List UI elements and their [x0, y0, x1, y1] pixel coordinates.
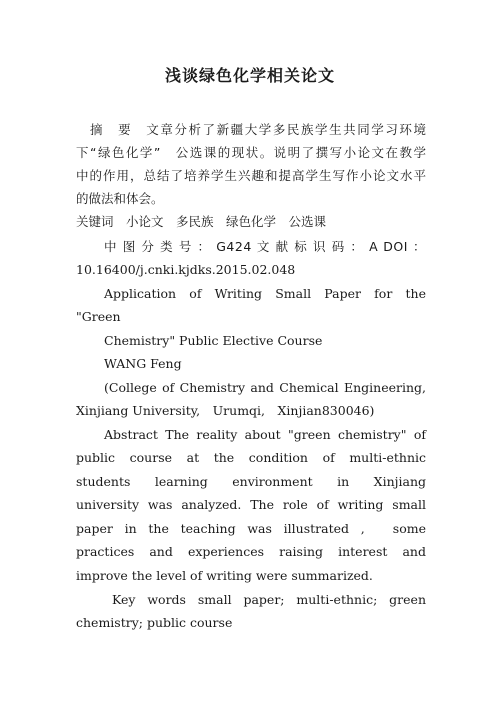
abstract-en-line-6: practices and experiences raising interest and — [76, 544, 426, 559]
abstract-cn-line-3: 中的作用，总结了培养学生兴趣和提高学生写作小论文水平 — [76, 168, 426, 183]
abstract-en-line-4: university was analyzed. The role of writing small — [76, 497, 426, 512]
abstract-cn-line-2: 下“绿色化学” 公选课的现状。说明了撰写小论文在教学 — [76, 145, 426, 160]
english-title-line-1: Application of Writing Small Paper for the — [104, 286, 426, 301]
abstract-en-line-5: paper in the teaching was illustrated , some — [76, 521, 426, 536]
classification-line-1: 中 图 分 类 号 ： G424 文 献 标 识 码 ： A DOI ： — [104, 239, 426, 254]
keywords-cn: 关键词 小论文 多民族 绿色化学 公选课 — [76, 214, 327, 229]
english-title-line-3: Chemistry" Public Elective Course — [104, 333, 323, 348]
affiliation-line-2: Xinjiang University, Urumqi, Xinjian830046) — [76, 403, 375, 418]
author-name: WANG Feng — [104, 356, 182, 371]
keywords-en-line-2: chemistry; public course — [76, 615, 233, 630]
abstract-cn-line-1: 摘 要 文章分析了新疆大学多民族学生共同学习环境 — [76, 122, 426, 137]
abstract-en-line-2: public course at the condition of multi-ethnic — [76, 450, 426, 465]
english-title-line-2: "Green — [76, 309, 121, 324]
abstract-en-line-3: students learning environment in Xinjiang — [76, 474, 426, 489]
keywords-en-line-1: Key words small paper; multi-ethnic; green — [112, 592, 426, 607]
doi-line: 10.16400/j.cnki.kjdks.2015.02.048 — [76, 262, 296, 277]
affiliation-line-1: (College of Chemistry and Chemical Engineering, — [104, 380, 426, 395]
abstract-cn-line-4: 的做法和体会。 — [76, 191, 164, 206]
document-title: 浅谈绿色化学相关论文 — [164, 66, 335, 85]
abstract-en-line-1: Abstract The reality about "green chemistry" of — [104, 427, 426, 442]
abstract-en-line-7: improve the level of writing were summarized. — [76, 568, 373, 583]
